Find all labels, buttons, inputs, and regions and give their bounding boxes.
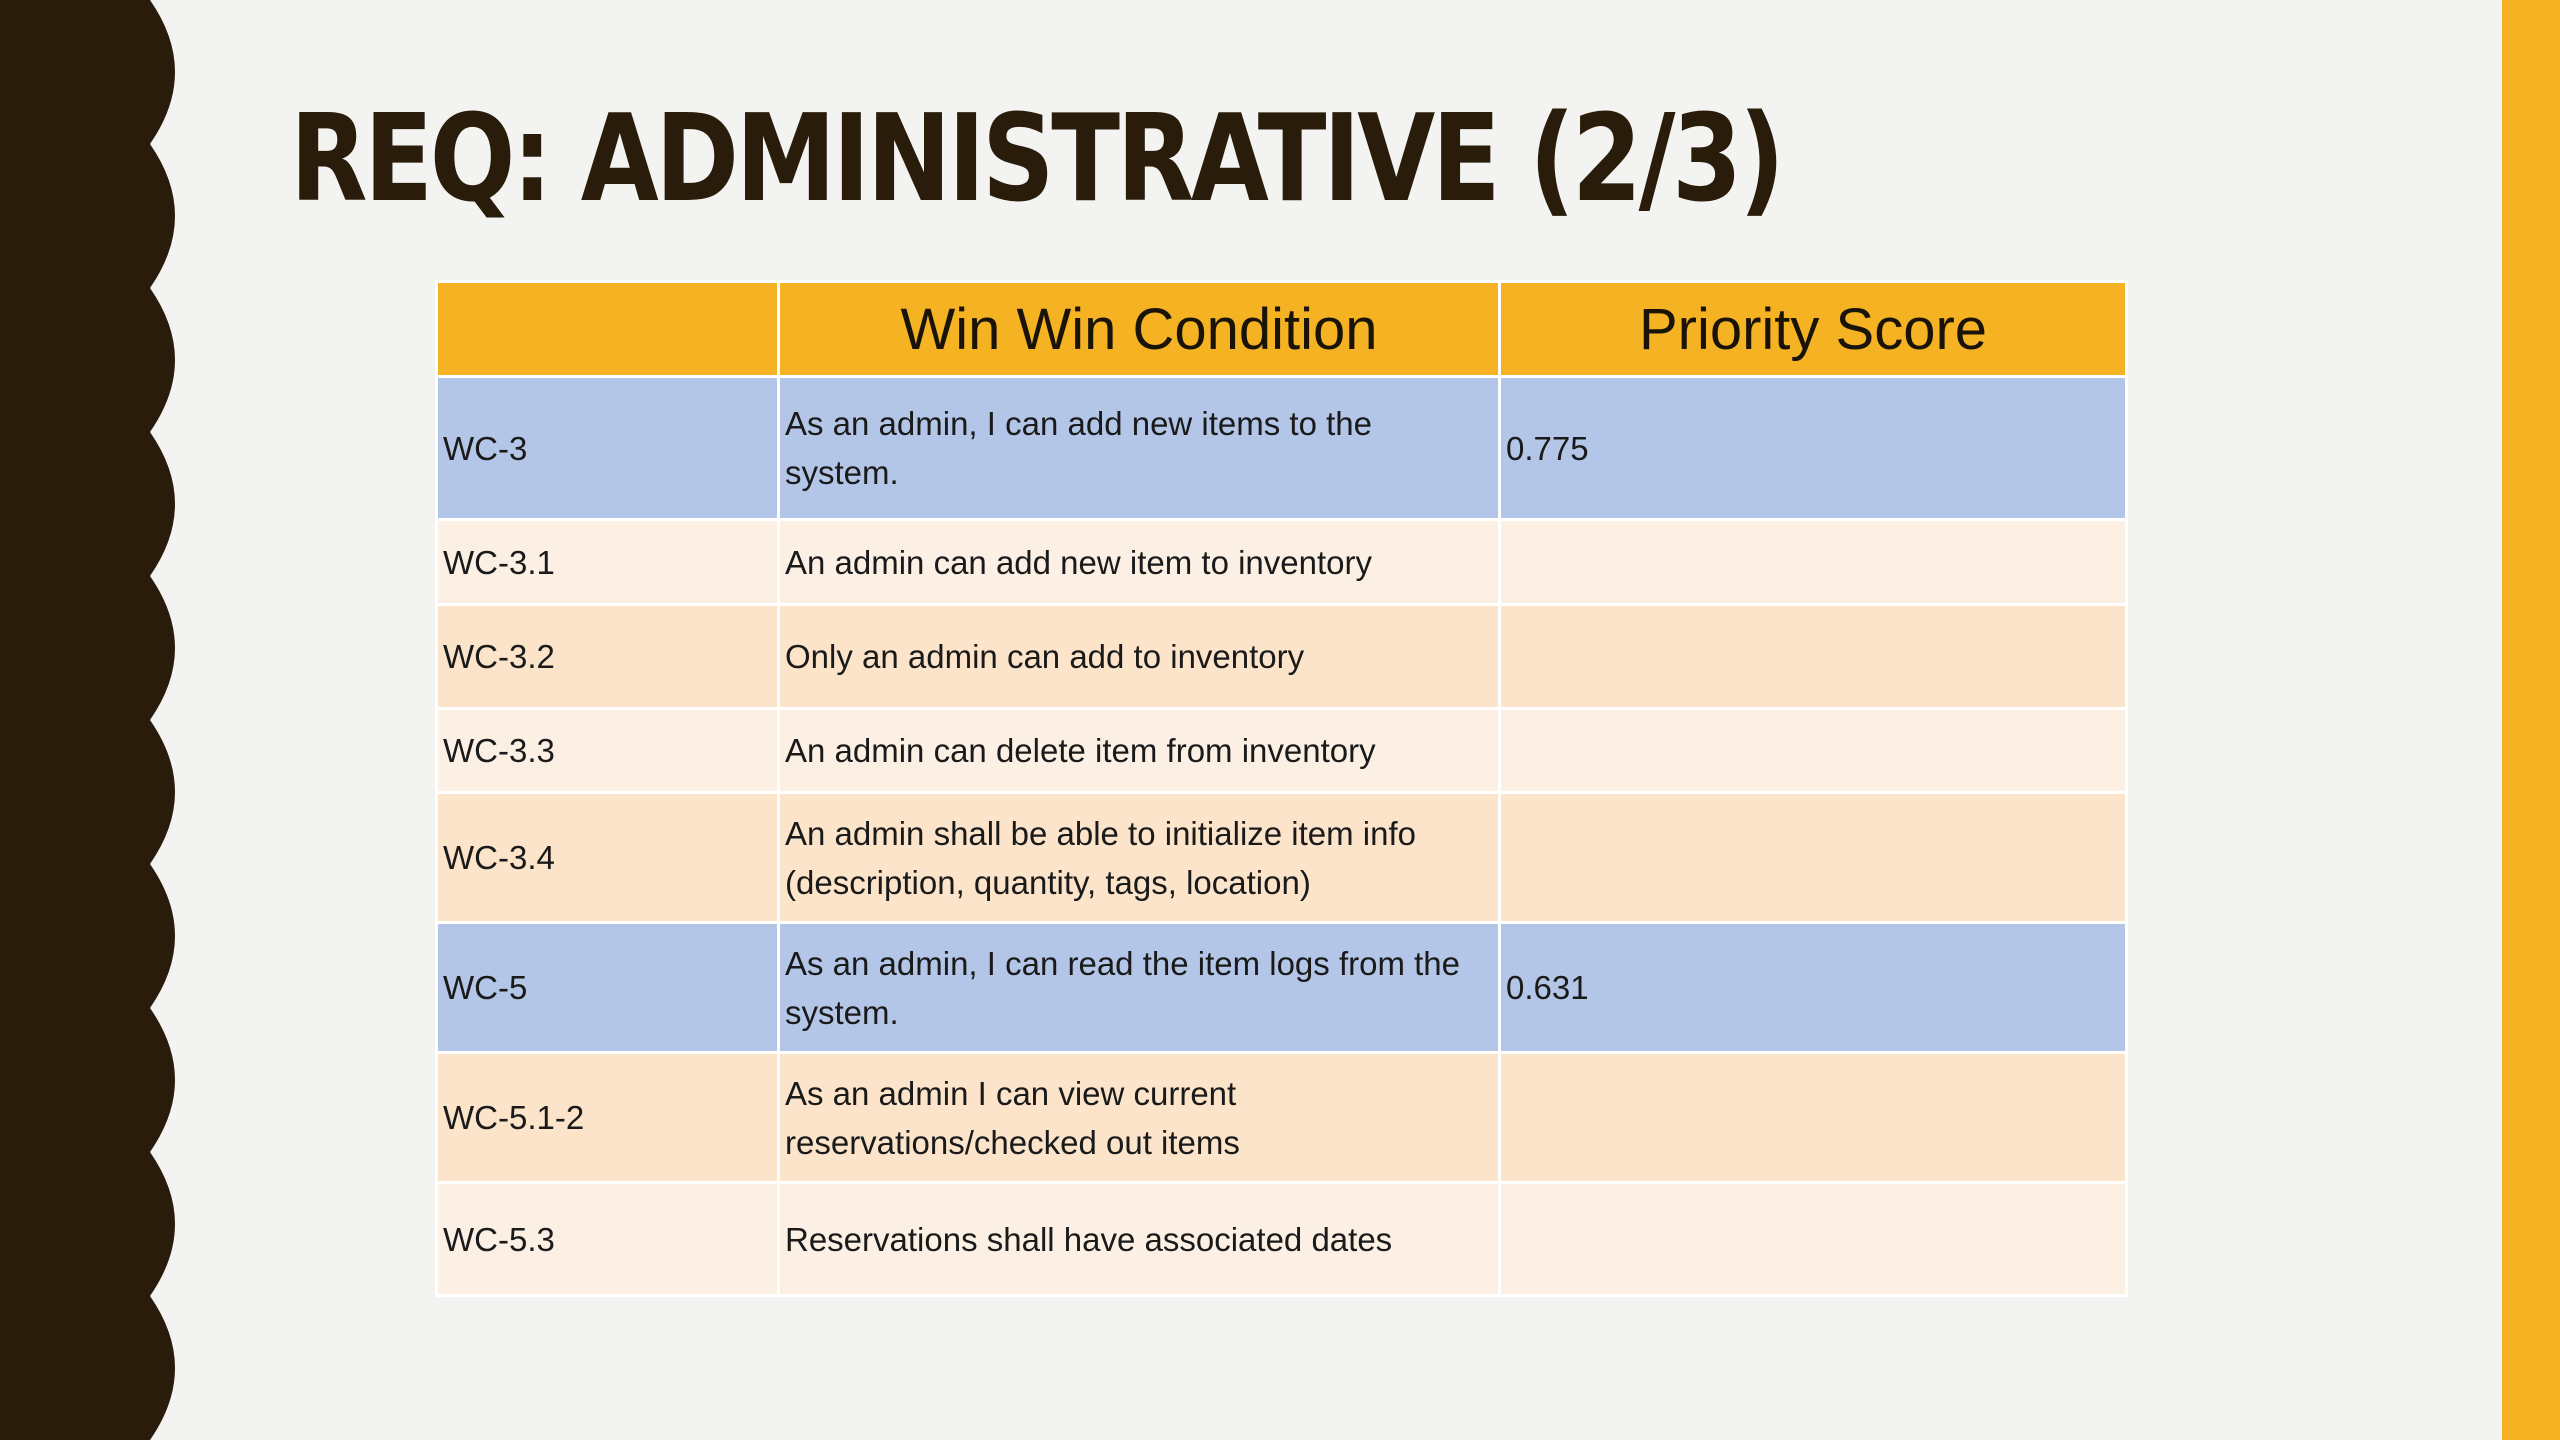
row-score: 0.631 xyxy=(1500,923,2127,1053)
row-condition: As an admin I can view current reservations/checked out items xyxy=(779,1053,1500,1183)
row-condition: Only an admin can add to inventory xyxy=(779,605,1500,709)
row-id: WC-5.1-2 xyxy=(437,1053,779,1183)
header-priority-score: Priority Score xyxy=(1500,282,2127,377)
row-score xyxy=(1500,1053,2127,1183)
slide-title: REQ: ADMINISTRATIVE (2/3) xyxy=(290,90,1782,229)
table-header-row xyxy=(437,282,2127,377)
table-row xyxy=(437,377,2127,520)
wavy-side-decoration xyxy=(0,0,190,1440)
row-condition: An admin shall be able to initialize item info (description, quantity, tags, location) xyxy=(779,793,1500,923)
row-condition: An admin can delete item from inventory xyxy=(779,709,1500,793)
table-row xyxy=(437,793,2127,923)
table-row xyxy=(437,923,2127,1053)
row-condition: An admin can add new item to inventory xyxy=(779,520,1500,605)
table-row xyxy=(437,709,2127,793)
row-id: WC-3.1 xyxy=(437,520,779,605)
row-condition: As an admin, I can read the item logs from the system. xyxy=(779,923,1500,1053)
header-id xyxy=(437,282,779,377)
win-win-table xyxy=(435,280,2128,1297)
table-row xyxy=(437,1053,2127,1183)
row-id: WC-3.2 xyxy=(437,605,779,709)
row-score xyxy=(1500,1183,2127,1296)
row-score xyxy=(1500,520,2127,605)
row-id: WC-5 xyxy=(437,923,779,1053)
row-id: WC-3 xyxy=(437,377,779,520)
row-condition: Reservations shall have associated dates xyxy=(779,1183,1500,1296)
row-score: 0.775 xyxy=(1500,377,2127,520)
row-score xyxy=(1500,709,2127,793)
row-id: WC-3.4 xyxy=(437,793,779,923)
table-row xyxy=(437,520,2127,605)
table-row xyxy=(437,1183,2127,1296)
row-condition: As an admin, I can add new items to the system. xyxy=(779,377,1500,520)
row-score xyxy=(1500,793,2127,923)
row-id: WC-3.3 xyxy=(437,709,779,793)
wave-shape xyxy=(0,0,175,1440)
row-id: WC-5.3 xyxy=(437,1183,779,1296)
right-accent-bar xyxy=(2502,0,2560,1440)
header-condition: Win Win Condition xyxy=(779,282,1500,377)
table-row xyxy=(437,605,2127,709)
row-score xyxy=(1500,605,2127,709)
